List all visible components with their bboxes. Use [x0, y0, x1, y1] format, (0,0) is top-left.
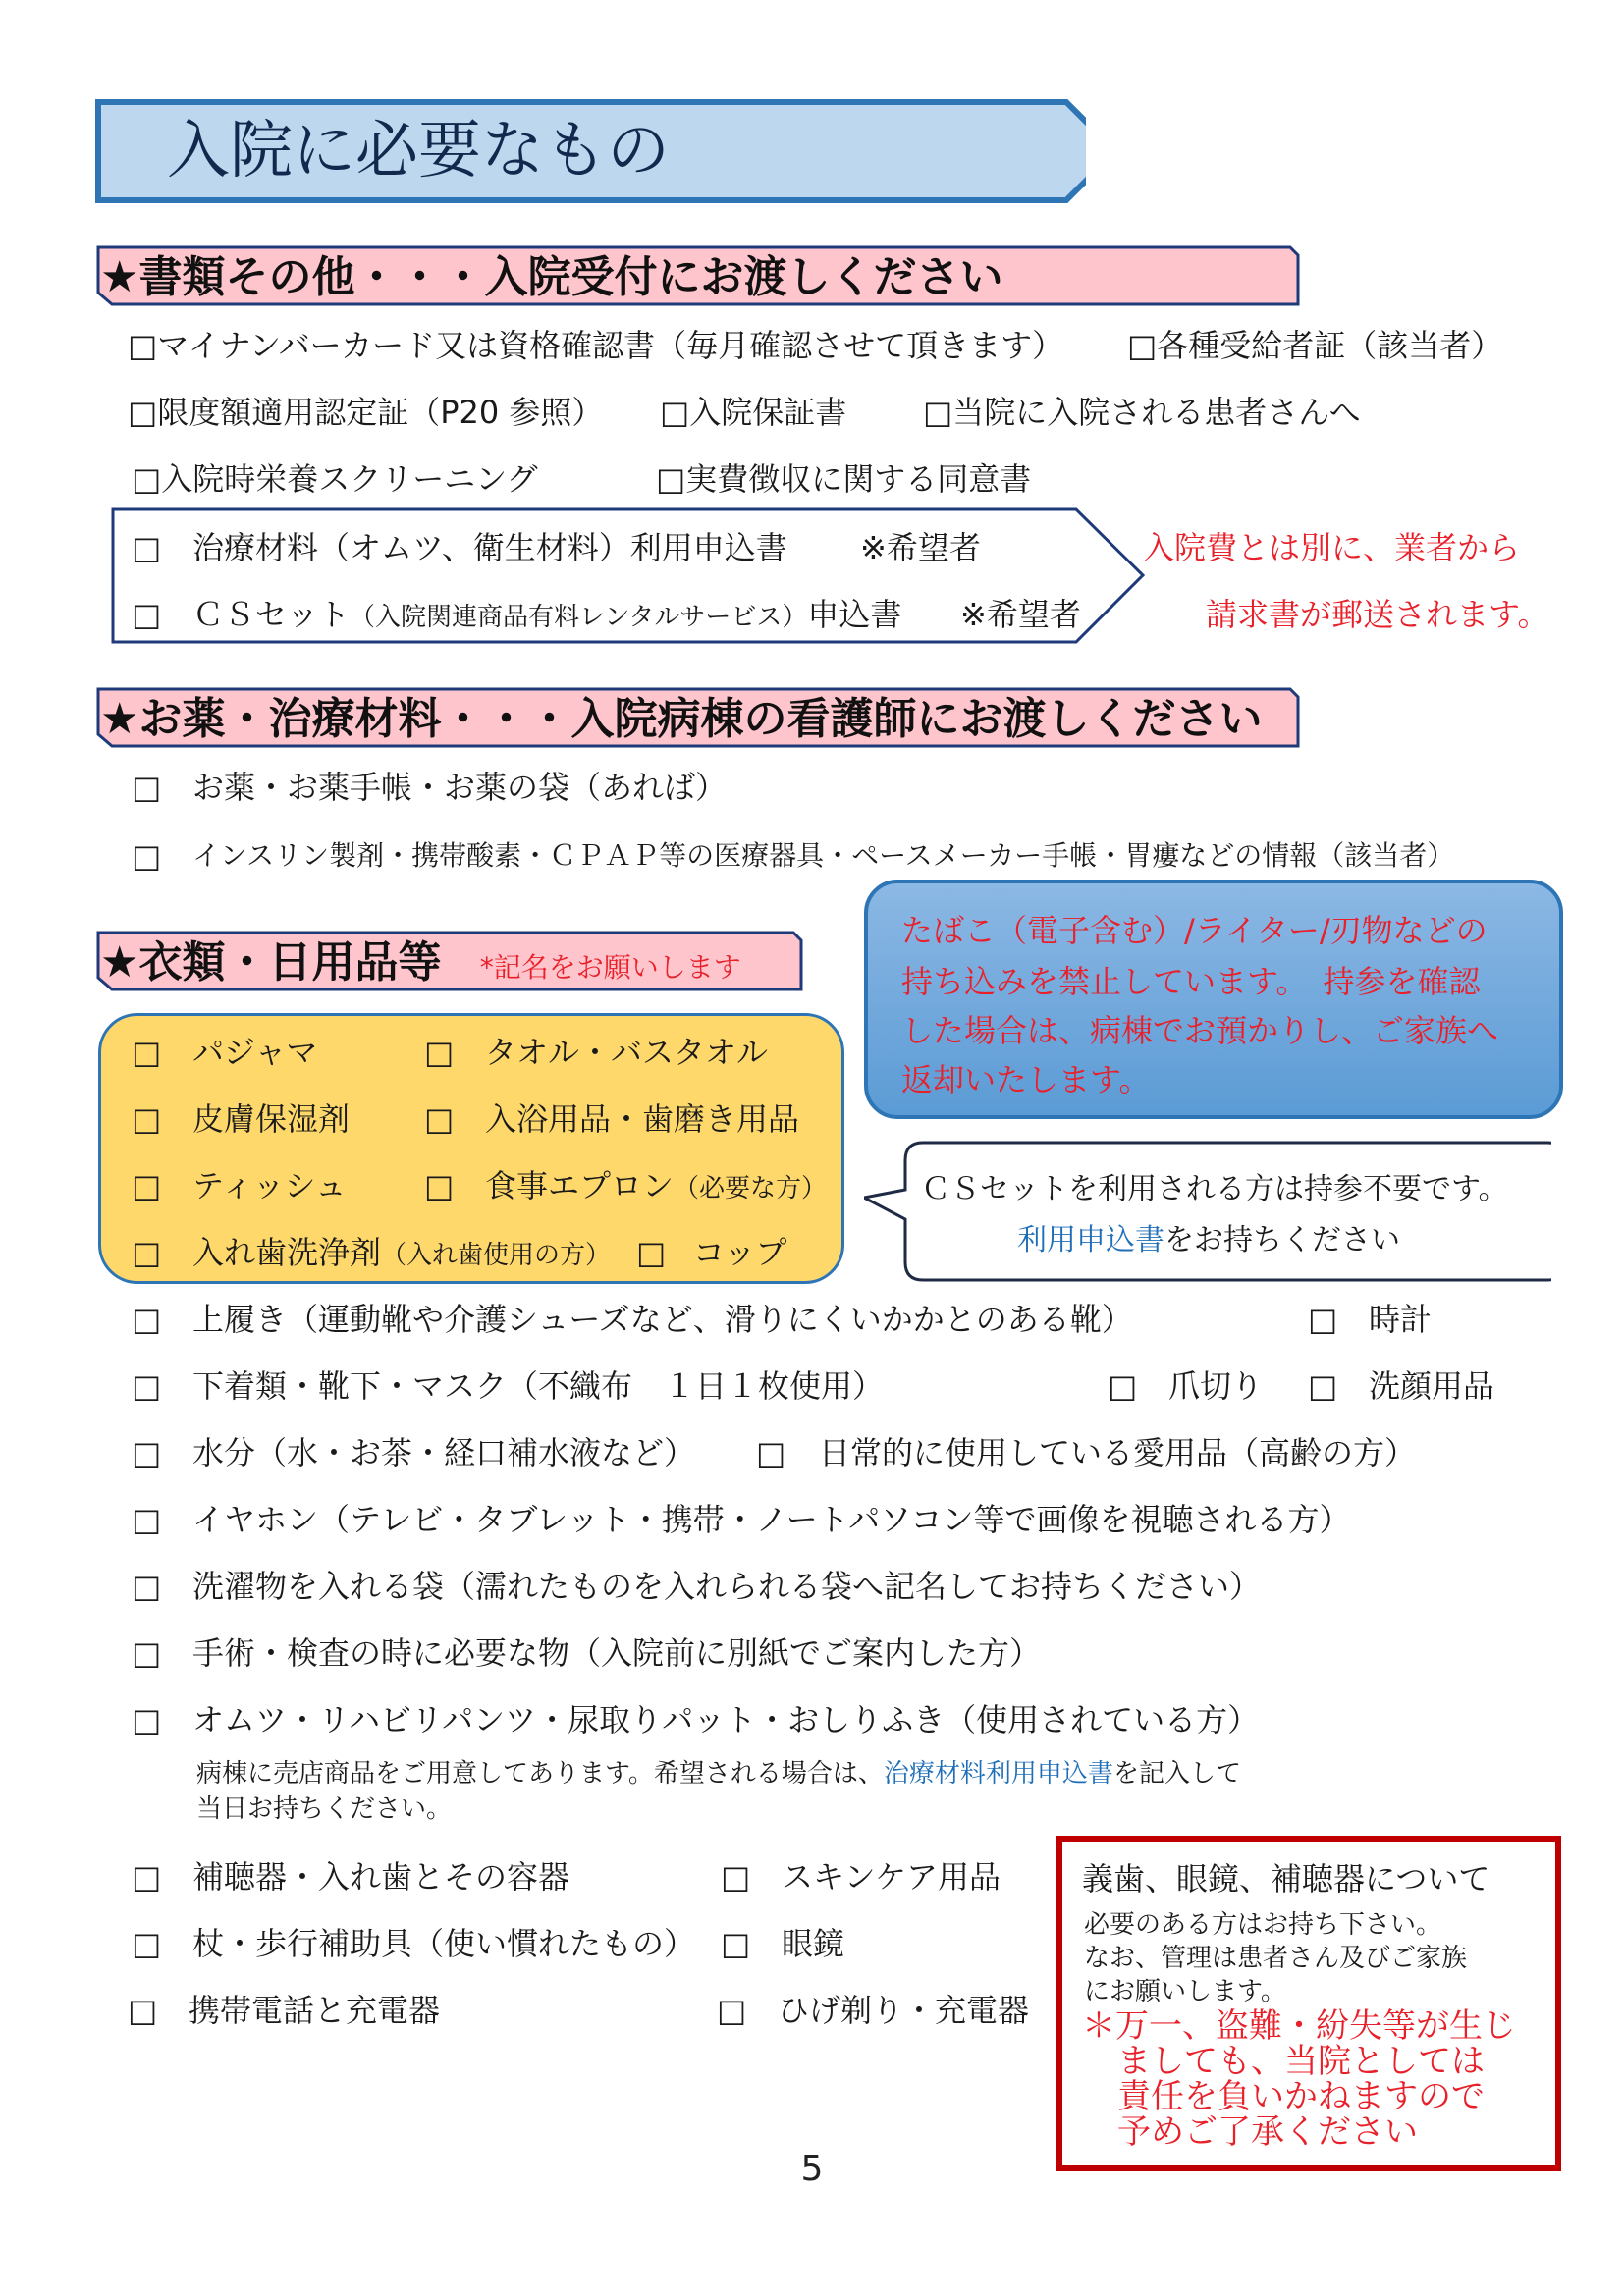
- warning-line: 持ち込みを禁止しています。 持参を確認: [901, 963, 1481, 1000]
- checkbox[interactable]: □: [132, 529, 162, 566]
- notice-warning: 予めご了承ください: [1117, 2112, 1418, 2152]
- notice-heading: 義歯、眼鏡、補聴器について: [1082, 1860, 1490, 1897]
- list-item: 補聴器・入れ歯とその容器: [192, 1858, 570, 1896]
- billing-note-2: 請求書が郵送されます。: [1206, 596, 1549, 633]
- clothing-item: [192, 1233, 611, 1275]
- list-item: 眼鏡: [782, 1925, 845, 1962]
- clothing-item: 入浴用品・歯磨き用品: [485, 1100, 800, 1138]
- shop-note: [196, 1757, 1241, 1790]
- page-title: 入院に必要なもの: [167, 115, 670, 187]
- section1-heading: ★書類その他・・・入院受付にお渡しください: [100, 252, 1003, 302]
- checkbox[interactable]: □: [424, 1034, 455, 1071]
- clothing-item: ティッシュ: [192, 1167, 347, 1204]
- list-item: 上履き（運動靴や介護シューズなど、滑りにくいかかとのある靴）: [192, 1301, 1133, 1338]
- clothing-item: パジャマ: [192, 1034, 318, 1071]
- cs-set-sub: （入院関連商品有料レンタルサービス）: [350, 603, 808, 632]
- checkbox[interactable]: □: [721, 1858, 751, 1896]
- checkbox[interactable]: □: [132, 1501, 162, 1538]
- doc-item-recipient-cert: □各種受給者証（該当者）: [1127, 327, 1503, 364]
- section3-heading-title: ★衣類・日用品等: [100, 937, 442, 988]
- cs-callout-text: をお持ちください: [1164, 1223, 1400, 1257]
- list-item: スキンケア用品: [782, 1858, 1001, 1896]
- checkbox[interactable]: □: [756, 1434, 786, 1471]
- checkbox[interactable]: □: [717, 1992, 747, 2029]
- notice-line: にお願いします。: [1084, 1977, 1286, 2006]
- notice-line: なお、管理は患者さん及びご家族: [1084, 1944, 1468, 1973]
- list-item: 日常的に使用している愛用品（高齢の方）: [819, 1434, 1417, 1471]
- list-item: 洗顔用品: [1369, 1367, 1495, 1405]
- checkbox[interactable]: □: [132, 1167, 162, 1204]
- checkbox[interactable]: □: [132, 1234, 162, 1271]
- list-item: 手術・検査の時に必要な物（入院前に別紙でご案内した方）: [192, 1634, 1042, 1672]
- checkbox[interactable]: □: [132, 1434, 162, 1471]
- arrow-item-note: ※希望者: [860, 529, 981, 566]
- checkbox[interactable]: □: [132, 596, 162, 633]
- page-number: 5: [800, 2149, 824, 2189]
- notice-warning: ましても、当院としては: [1117, 2042, 1485, 2081]
- notice-warning: ＊万一、盗難・紛失等が生じ: [1082, 2006, 1516, 2046]
- warning-line: 返却いたします。: [901, 1061, 1151, 1098]
- cs-set-label: ＣＳセット: [192, 596, 351, 633]
- clothing-item-note: （入れ歯使用の方）: [381, 1241, 612, 1270]
- shop-note-line2: 当日お持ちください。: [196, 1794, 453, 1824]
- checkbox[interactable]: □: [424, 1100, 455, 1138]
- notice-line: 必要のある方はお持ち下さい。: [1084, 1910, 1442, 1940]
- list-item: オムツ・リハビリパンツ・尿取りパット・おしりふき（使用されている方）: [192, 1701, 1260, 1738]
- shop-note-text-b: を記入して: [1112, 1759, 1241, 1789]
- clothing-item-label: 食事エプロン: [485, 1167, 675, 1204]
- checkbox[interactable]: □: [132, 1568, 162, 1605]
- list-item: 携帯電話と充電器: [189, 1992, 441, 2029]
- med-item-label: インスリン製剤・携帯酸素・ＣＰＡＰ等の医療器具・ペースメーカー手帳・胃瘻などの情報（該当者）: [192, 839, 1455, 872]
- checkbox[interactable]: □: [1308, 1301, 1338, 1338]
- checkbox[interactable]: □: [132, 1034, 162, 1071]
- cs-callout-line1: ＣＳセットを利用される方は持参不要です。: [921, 1172, 1508, 1206]
- checkbox[interactable]: □: [132, 1701, 162, 1738]
- doc-item-limit-cert: □限度額適用認定証（P20 参照）: [128, 394, 604, 431]
- notice-warning: 責任を負いかねますので: [1117, 2077, 1485, 2116]
- checkbox[interactable]: □: [132, 1925, 162, 1962]
- cs-callout-line2: [1017, 1221, 1400, 1260]
- billing-note-1: 入院費とは別に、業者から: [1143, 529, 1521, 566]
- list-item: 時計: [1369, 1301, 1433, 1338]
- section2-heading: ★お薬・治療材料・・・入院病棟の看護師にお渡しください: [100, 694, 1263, 744]
- checkbox[interactable]: □: [128, 1992, 158, 2029]
- checkbox[interactable]: □: [1108, 1367, 1138, 1405]
- checkbox[interactable]: □: [132, 1634, 162, 1672]
- shop-note-link[interactable]: 治療材料利用申込書: [883, 1759, 1113, 1789]
- shop-note-text-a: 病棟に売店商品をご用意してあります。希望される場合は、: [196, 1759, 884, 1789]
- doc-item-nutrition-screening: □入院時栄養スクリーニング: [132, 460, 538, 498]
- list-item: 爪切り: [1168, 1367, 1264, 1405]
- warning-line: した場合は、病棟でお預かりし、ご家族へ: [901, 1012, 1499, 1049]
- med-item-label: お薬・お薬手帳・お薬の袋（あれば）: [192, 769, 728, 806]
- checkbox[interactable]: □: [132, 1858, 162, 1896]
- clothing-item-label: 入れ歯洗浄剤: [192, 1234, 382, 1271]
- arrow-item-label: [192, 595, 901, 637]
- clothing-item-note: （必要な方）: [674, 1174, 828, 1203]
- clothing-item: 皮膚保湿剤: [192, 1100, 351, 1138]
- list-item: 洗濯物を入れる袋（濡れたものを入れられる袋へ記名してお持ちください）: [192, 1568, 1262, 1605]
- cs-set-label2: 申込書: [807, 596, 902, 633]
- checkbox[interactable]: □: [1308, 1367, 1338, 1405]
- cs-callout-link[interactable]: 利用申込書: [1017, 1223, 1164, 1257]
- doc-item-guarantee: □入院保証書: [660, 394, 847, 431]
- arrow-item-note: ※希望者: [960, 596, 1081, 633]
- doc-item-patient-guide: □当院に入院される患者さんへ: [923, 394, 1361, 431]
- checkbox[interactable]: □: [424, 1167, 455, 1204]
- clothing-item: コップ: [693, 1234, 787, 1271]
- section3-heading-note: *記名をお願いします: [479, 951, 741, 984]
- checkbox[interactable]: □: [132, 1301, 162, 1338]
- clothing-item: [485, 1166, 827, 1208]
- list-item: イヤホン（テレビ・タブレット・携帯・ノートパソコン等で画像を視聴される方）: [192, 1501, 1351, 1538]
- checkbox[interactable]: □: [721, 1925, 751, 1962]
- doc-item-mynumber: □マイナンバーカード又は資格確認書（毎月確認させて頂きます）: [128, 327, 1064, 364]
- cs-callout-shape: [864, 1139, 1551, 1286]
- checkbox[interactable]: □: [132, 1367, 162, 1405]
- checkbox[interactable]: □: [132, 837, 162, 875]
- checkbox[interactable]: □: [132, 769, 162, 806]
- arrow-item-label: 治療材料（オムツ、衛生材料）利用申込書: [192, 529, 787, 566]
- list-item: 杖・歩行補助具（使い慣れたもの）: [192, 1925, 696, 1962]
- list-item: 水分（水・お茶・経口補水液など）: [192, 1434, 696, 1471]
- list-item: ひげ剃り・充電器: [778, 1992, 1030, 2029]
- clothing-item: タオル・バスタオル: [485, 1034, 769, 1071]
- list-item: 下着類・靴下・マスク（不織布 １日１枚使用）: [192, 1367, 885, 1405]
- doc-item-consent: □実費徴収に関する同意書: [656, 460, 1032, 498]
- section3-heading: [100, 935, 741, 995]
- checkbox[interactable]: □: [132, 1100, 162, 1138]
- warning-line: たばこ（電子含む）/ライター/刃物などの: [901, 912, 1488, 949]
- checkbox[interactable]: □: [636, 1234, 667, 1271]
